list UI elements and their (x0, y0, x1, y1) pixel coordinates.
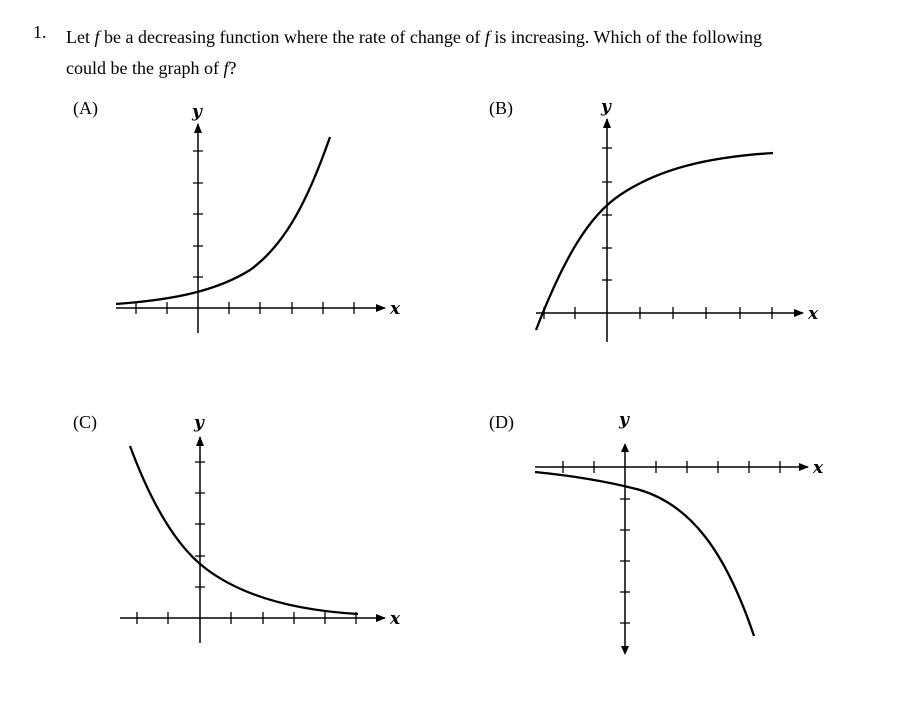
question-text-part: be a decreasing function where the rate of change of (99, 27, 485, 47)
x-axis-label: x (390, 299, 401, 319)
question-text-part: could be the graph of (66, 58, 224, 78)
graph-a[interactable] (116, 102, 401, 333)
choice-a-label[interactable]: (A) (73, 98, 98, 118)
question-text-part: Let (66, 27, 95, 47)
curve (535, 472, 754, 636)
y-axis-label: y (619, 410, 629, 430)
graph-d[interactable] (535, 410, 824, 655)
x-axis-label: x (813, 458, 824, 478)
x-axis-label: x (808, 304, 819, 324)
curve (130, 446, 358, 614)
curve (536, 153, 773, 330)
y-axis-label: y (194, 413, 204, 433)
y-axis-label: y (601, 97, 611, 117)
x-axis-label: x (390, 609, 401, 629)
function-symbol: f (94, 27, 100, 47)
choice-b-label[interactable]: (B) (489, 98, 513, 118)
graph-b[interactable] (536, 97, 819, 342)
choice-d-label[interactable]: (D) (489, 412, 514, 432)
question-text-part: ? (228, 58, 237, 78)
function-symbol: f (223, 58, 229, 78)
function-symbol: f (484, 27, 490, 47)
question-number: 1. (33, 22, 47, 42)
y-axis-label: y (192, 102, 202, 122)
question-text-part: is increasing. Which of the following (489, 27, 762, 47)
curve (116, 137, 330, 304)
choice-c-label[interactable]: (C) (73, 412, 97, 432)
graph-c[interactable] (120, 413, 401, 643)
